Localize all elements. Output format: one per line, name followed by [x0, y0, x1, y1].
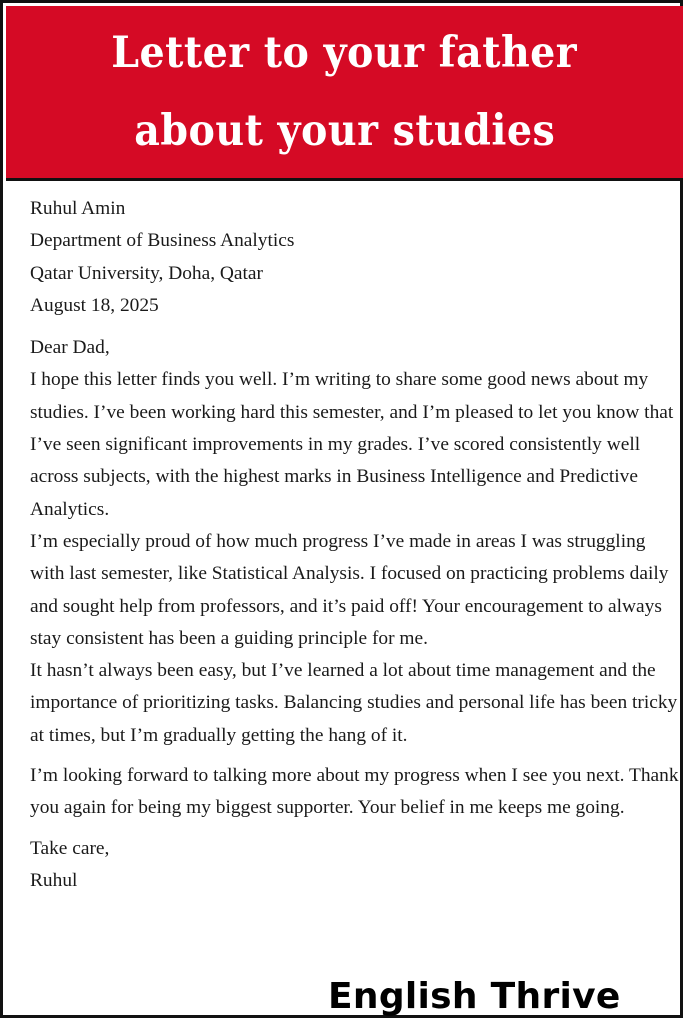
sender-address: Qatar University, Doha, Qatar: [30, 262, 263, 284]
brand-watermark: English Thrive: [328, 976, 621, 1017]
spacer: [30, 825, 680, 833]
sender-department: Department of Business Analytics: [30, 230, 295, 252]
title-line-1: Letter to your father: [111, 28, 578, 78]
spacer: [30, 752, 680, 760]
paragraph-2: I’m especially proud of how much progress I’ve made in areas I was struggling with last semester, like Statistical Analysis. I focused on practicing problems daily and sought help from professors, and it’s paid off! Your encouragement to always stay consistent has been a guiding principle for me.: [30, 530, 669, 649]
spacer: [30, 322, 680, 332]
closing: Take care,: [30, 837, 110, 859]
title-banner: [6, 6, 683, 181]
salutation: Dear Dad,: [30, 337, 110, 359]
paragraph-4: I’m looking forward to talking more about my progress when I see you next. Thank you again for being my biggest supporter. Your belief in me keeps me going.: [30, 765, 679, 819]
paragraph-1: I hope this letter finds you well. I’m writing to share some good news about my studies. I’ve been working hard this semester, and I’m pleased to let you know that I’ve seen significant improvements in my grades. I’ve scored consistently well across subjects, with the highest marks in Business Intelligence and Predictive Analytics.: [30, 369, 674, 520]
paragraph-3: It hasn’t always been easy, but I’ve learned a lot about time management and the importance of prioritizing tasks. Balancing studies and personal life has been tricky at times, but I’m gradually getting the hang of it.: [30, 660, 678, 746]
letter-body: [30, 193, 680, 897]
signature: Ruhul: [30, 869, 78, 891]
sender-name: Ruhul Amin: [30, 198, 126, 219]
title-line-2: about your studies: [134, 106, 555, 156]
letter-date: August 18, 2025: [30, 294, 159, 316]
